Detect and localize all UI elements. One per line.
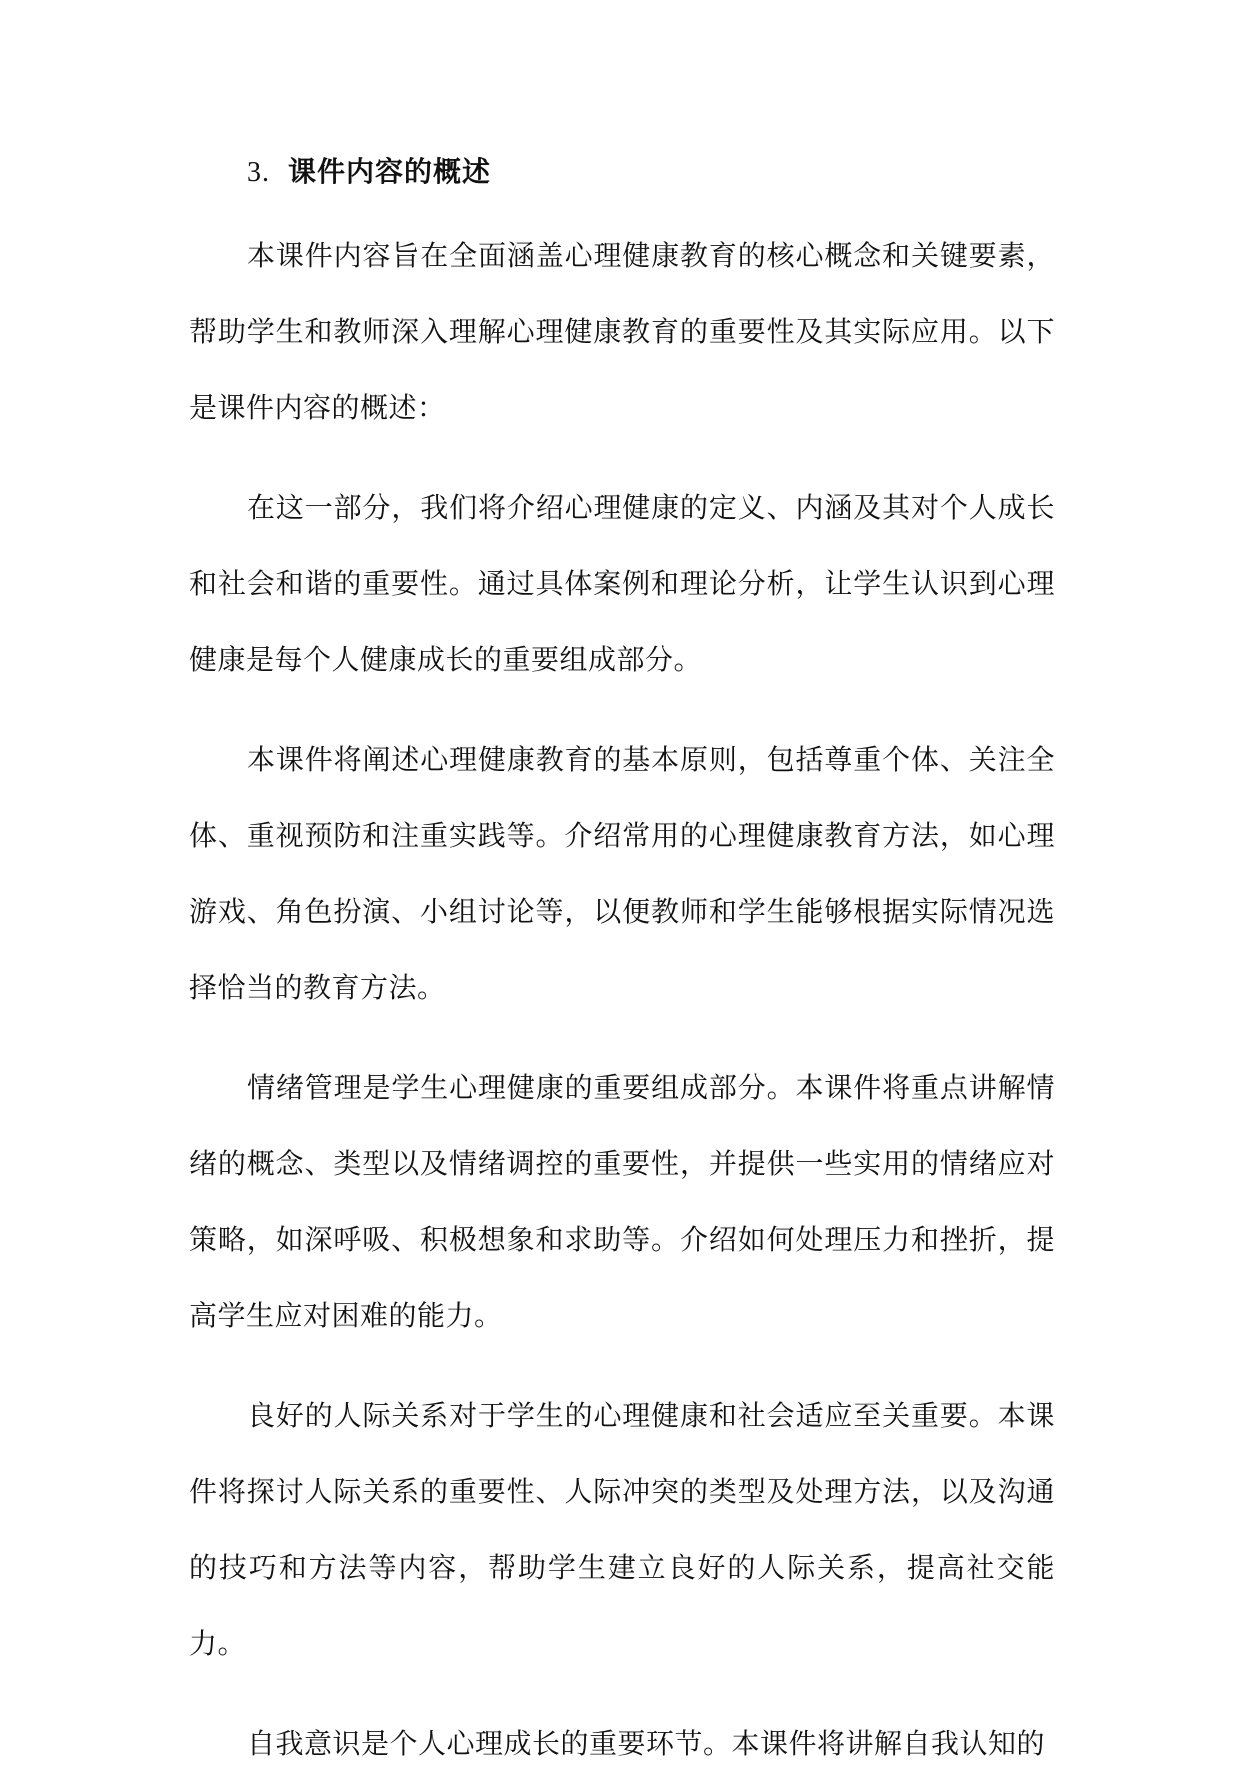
page-content [189, 146, 1055, 1782]
paragraph-self-awareness: 自我意识是个人心理成长的重要环节。本课件将讲解自我认知的 [247, 1727, 1046, 1760]
section-heading [189, 146, 1055, 198]
paragraph-principles: 本课件将阐述心理健康教育的基本原则，包括尊重个体、关注全体、重视预防和注重实践等。介绍常用的心理健康教育方法，如心理游戏、角色扮演、小组讨论等，以便教师和学生能够根据实际情况选择恰当的教育方法。 [189, 743, 1055, 1004]
paragraph-emotion: 情绪管理是学生心理健康的重要组成部分。本课件将重点讲解情绪的概念、类型以及情绪调控的重要性，并提供一些实用的情绪应对策略，如深呼吸、积极想象和求助等。介绍如何处理压力和挫折，提高学生应对困难的能力。 [189, 1071, 1055, 1332]
paragraph-relationships: 良好的人际关系对于学生的心理健康和社会适应至关重要。本课件将探讨人际关系的重要性、人际冲突的类型及处理方法，以及沟通的技巧和方法等内容，帮助学生建立良好的人际关系，提高社交能力。 [189, 1399, 1055, 1660]
paragraph-intro: 本课件内容旨在全面涵盖心理健康教育的核心概念和关键要素，帮助学生和教师深入理解心理健康教育的重要性及其实际应用。以下是课件内容的概述： [189, 239, 1055, 424]
section-number: 3. [247, 157, 270, 188]
section-title: 课件内容的概述 [288, 155, 492, 188]
paragraph-definition: 在这一部分，我们将介绍心理健康的定义、内涵及其对个人成长和社会和谐的重要性。通过具体案例和理论分析，让学生认识到心理健康是每个人健康成长的重要组成部分。 [189, 491, 1055, 676]
